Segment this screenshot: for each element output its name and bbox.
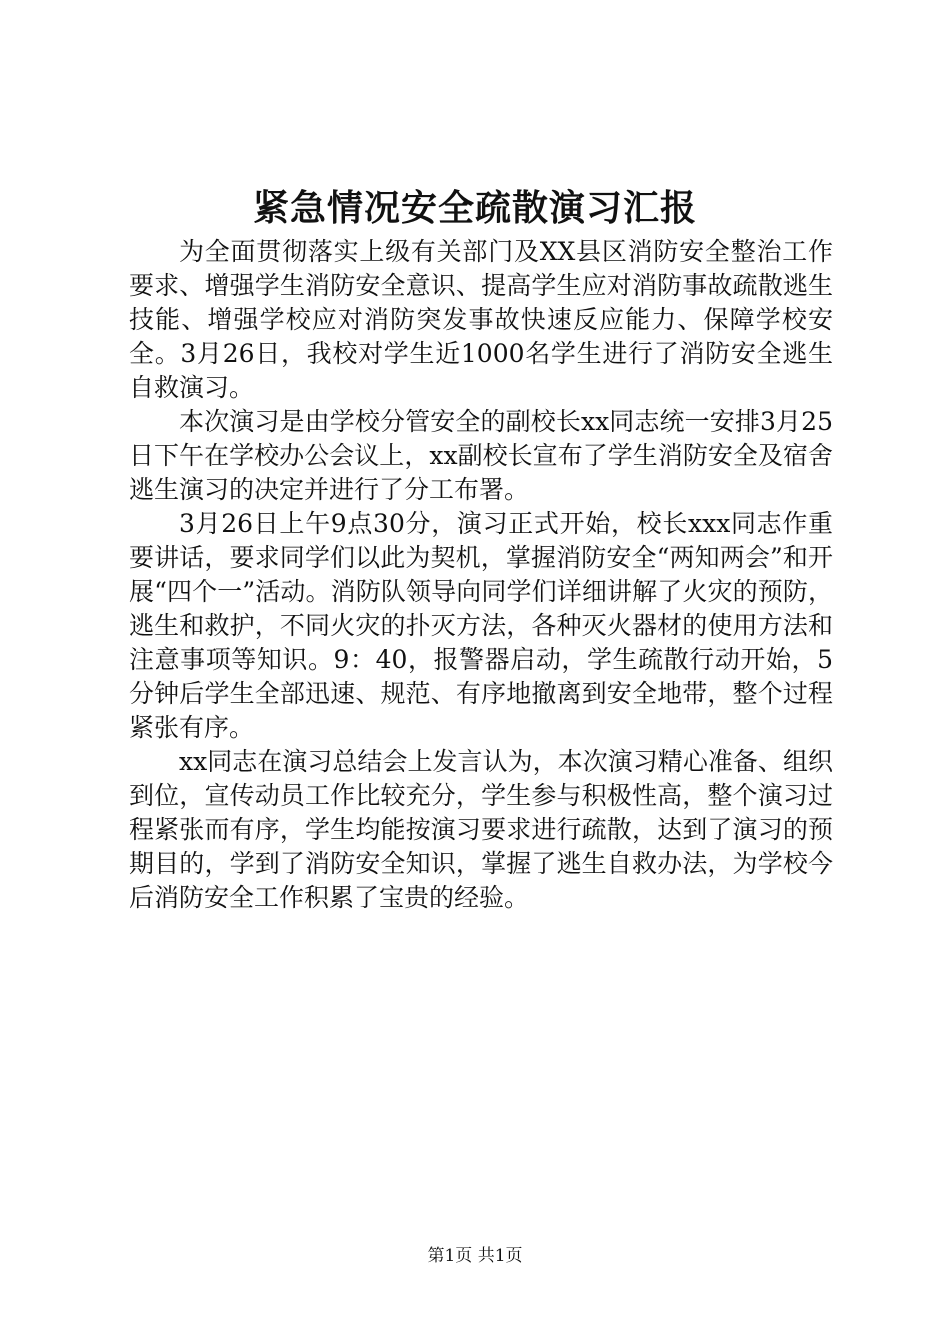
page-title: 紧急情况安全疏散演习汇报 — [252, 187, 697, 229]
page-footer: 第1页 共1页 — [427, 1246, 523, 1266]
document-body — [129, 235, 833, 915]
paragraph-1: 为全面贯彻落实上级有关部门及XX县区消防安全整治工作要求、增强学生消防安全意识、提高学生应对消防事故疏散逃生技能、增强学校应对消防突发事故快速反应能力、保障学校安全。3月26日，我校对学生近1000名学生进行了消防安全逃生自救演习。 — [129, 237, 833, 402]
paragraph-3: 3月26日上午9点30分，演习正式开始，校长xxx同志作重要讲话，要求同学们以此为契机，掌握消防安全“两知两会”和开展“四个一”活动。消防队领导向同学们详细讲解了火灾的预防，逃生和救护，不同火灾的扑灭方法，各种灭火器材的使用方法和注意事项等知识。9：40，报警器启动，学生疏散行动开始，5分钟后学生全部迅速、规范、有序地撤离到安全地带，整个过程紧张有序。 — [129, 509, 833, 742]
paragraph-4: xx同志在演习总结会上发言认为，本次演习精心准备、组织到位，宣传动员工作比较充分，学生参与积极性高，整个演习过程紧张而有序，学生均能按演习要求进行疏散，达到了演习的预期目的，学到了消防安全知识，掌握了逃生自救办法，为学校今后消防安全工作积累了宝贵的经验。 — [129, 747, 833, 912]
paragraph-2: 本次演习是由学校分管安全的副校长xx同志统一安排3月25日下午在学校办公会议上，xx副校长宣布了学生消防安全及宿舍逃生演习的决定并进行了分工布署。 — [129, 407, 833, 504]
